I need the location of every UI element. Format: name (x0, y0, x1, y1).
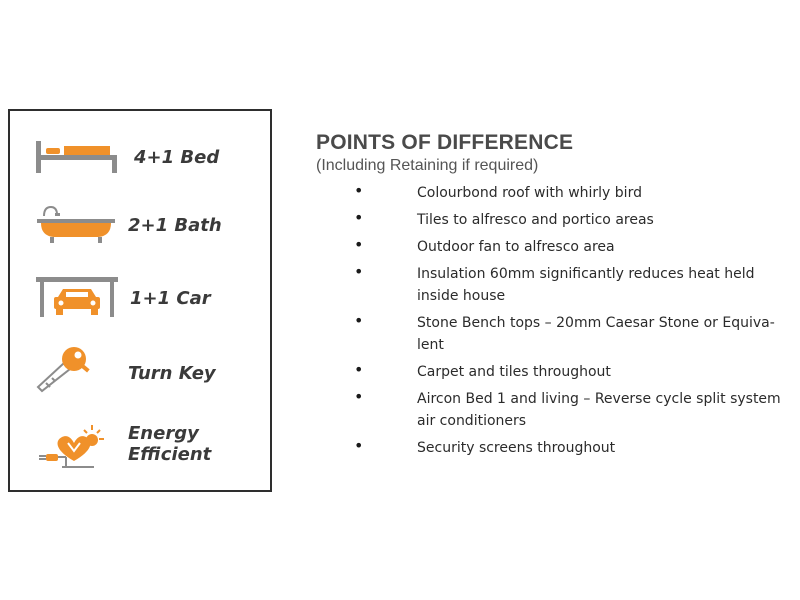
point-text: Insulation 60mm significantly reduces heat held (417, 266, 755, 282)
section-title: POINTS OF DIFFERENCE (316, 131, 574, 154)
bullet-icon: • (354, 262, 364, 281)
feature-label-bath: 2+1 Bath (128, 215, 222, 236)
garage-car-icon (36, 275, 118, 319)
energy-efficient-icon (34, 421, 106, 473)
point-text: Tiles to alfresco and portico areas (417, 212, 654, 228)
point-text-continued: inside house (417, 288, 506, 304)
bullet-icon: • (354, 235, 364, 254)
list-item (354, 209, 794, 231)
bullet-icon: • (354, 208, 364, 227)
bullet-icon: • (354, 181, 364, 200)
bullet-icon: • (354, 360, 364, 379)
points-list (354, 182, 794, 464)
point-text: Carpet and tiles throughout (417, 364, 611, 380)
feature-label-bed: 4+1 Bed (134, 147, 220, 168)
list-item (354, 263, 794, 307)
bullet-icon: • (354, 311, 364, 330)
point-text: Outdoor fan to alfresco area (417, 239, 615, 255)
list-item (354, 236, 794, 258)
bullet-icon: • (354, 436, 364, 455)
point-text-continued: lent (417, 337, 444, 353)
feature-label-energy: Energy Efficient (128, 423, 212, 465)
bath-icon (34, 204, 118, 246)
point-text: Colourbond roof with whirly bird (417, 185, 642, 201)
point-text: Security screens throughout (417, 440, 616, 456)
bed-icon (34, 137, 118, 177)
list-item (354, 312, 794, 356)
list-item (354, 361, 794, 383)
point-text-continued: air conditioners (417, 413, 527, 429)
list-item (354, 182, 794, 204)
list-item (354, 437, 794, 459)
key-icon (34, 343, 94, 395)
feature-label-key: Turn Key (128, 363, 216, 384)
point-text: Aircon Bed 1 and living – Reverse cycle split system (417, 391, 781, 407)
section-subtitle: (Including Retaining if required) (316, 157, 539, 174)
bullet-icon: • (354, 387, 364, 406)
list-item (354, 388, 794, 432)
point-text: Stone Bench tops – 20mm Caesar Stone or Equiva- (417, 315, 775, 331)
features-box (8, 109, 272, 492)
feature-label-car: 1+1 Car (130, 288, 211, 309)
